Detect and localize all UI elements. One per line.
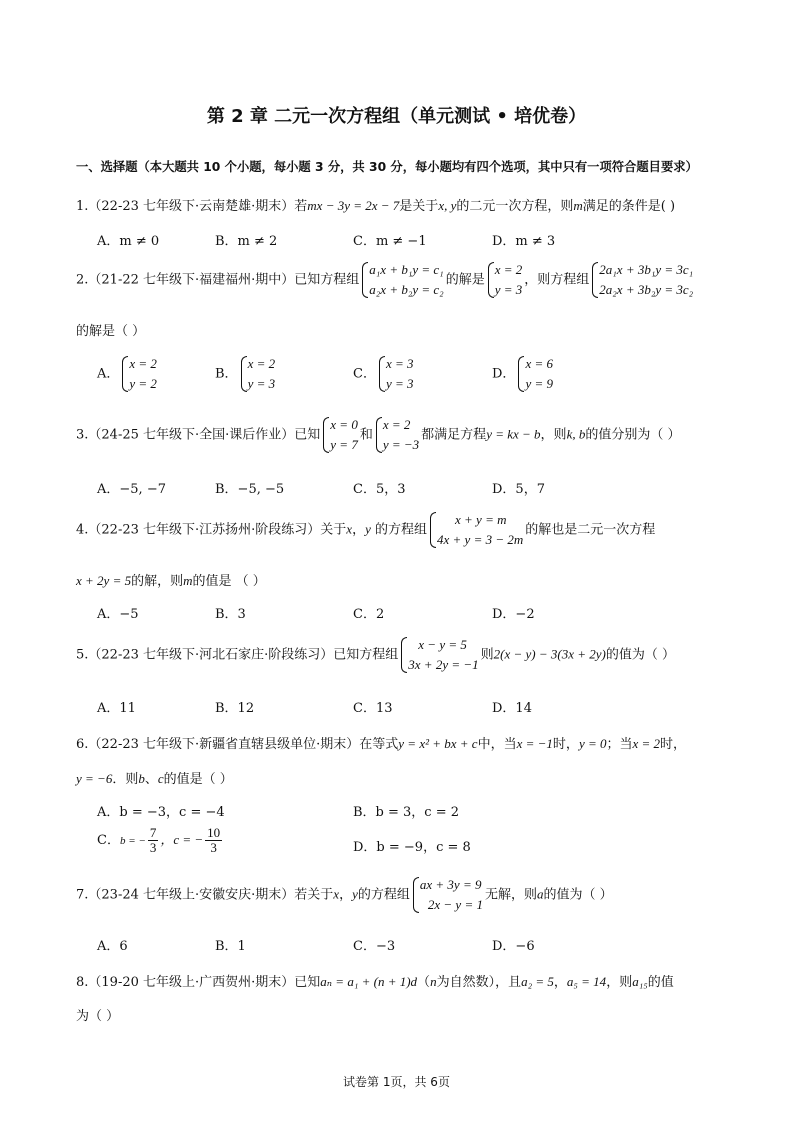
q5-option-c[interactable]: C．13 bbox=[353, 701, 393, 716]
q4-continuation: x + 2y = 5的解，则m的值是 （ ） bbox=[76, 573, 266, 589]
question-6: 6.（22-23 七年级下·新疆省直辖县级单位·期末）在等式y = x² + bx + c中，当x = −1时，y = 0；当x = 2时， bbox=[76, 736, 687, 752]
question-4: 4.（22-23 七年级下·江苏扬州·阶段练习）关于x，y 的方程组 x + y = m 4x + y = 3 − 2m 的解也是二元一次方程 bbox=[76, 510, 655, 550]
q6-option-d[interactable]: D．b = −9，c = 8 bbox=[353, 840, 471, 855]
q2-system-1: a₁x + b₁y = c₁ a₂x + b₂y = c₂ bbox=[361, 260, 443, 300]
q1-option-b[interactable]: B．m ≠ 2 bbox=[215, 234, 278, 249]
q4-option-b[interactable]: B．3 bbox=[215, 607, 246, 622]
q4-option-d[interactable]: D．−2 bbox=[492, 607, 535, 622]
q1-equation: mx − 3y = 2x − 7 bbox=[307, 198, 400, 213]
q3-system-2: x = 2 y = −3 bbox=[375, 415, 419, 455]
q5-option-d[interactable]: D．14 bbox=[492, 701, 532, 716]
q3-option-b[interactable]: B．−5, −5 bbox=[215, 482, 285, 497]
question-7: 7.（23-24 七年级上·安徽安庆·期末）若关于x，y的方程组 ax + 3y = 9 2x − y = 1 无解，则a的值为（ ） bbox=[76, 875, 613, 915]
q3-system-1: x = 0 y = 7 bbox=[322, 415, 358, 455]
q1-m: m bbox=[573, 198, 583, 213]
q2-continuation: 的解是（ ） bbox=[76, 324, 146, 339]
q6-option-c[interactable]: C．b = − $\frac{7}{3}$ ，c = − $\frac{10}{3}$ bbox=[97, 825, 221, 855]
q2-mid2: ，则方程组 bbox=[524, 272, 590, 288]
q7-system: ax + 3y = 9 2x − y = 1 bbox=[412, 875, 483, 915]
q5-option-a[interactable]: A．11 bbox=[97, 701, 136, 716]
q5-system: x − y = 5 3x + 2y = −1 bbox=[400, 635, 478, 675]
question-1 bbox=[76, 195, 675, 214]
question-3: 3.（24-25 七年级下·全国·课后作业）已知 x = 0 y = 7 和 x = 2 y = −3 都满足方程y = kx − b，则k, b的值分别为（ ） bbox=[76, 415, 680, 455]
q2-option-c[interactable]: C． x = 3 y = 3 bbox=[353, 354, 416, 394]
q2-system-2: 2a₁x + 3b₁y = 3c₁ 2a₂x + 3b₂y = 3c₂ bbox=[591, 260, 693, 300]
q1-option-c[interactable]: C．m ≠ −1 bbox=[353, 234, 427, 249]
q2-option-b[interactable]: B． x = 2 y = 3 bbox=[215, 354, 277, 394]
q2-prefix: 2.（21-22 七年级下·福建福州·期中）已知方程组 bbox=[76, 272, 360, 288]
q2-solution: x = 2 y = 3 bbox=[487, 260, 523, 300]
question-8: 8.（19-20 七年级上·广西贺州·期末）已知aₙ = a₁ + (n + 1)d（n为自然数），且a₂ = 5，a₅ = 14，则a₁₅的值 bbox=[76, 974, 674, 990]
q1-mid: 是关于 bbox=[399, 199, 439, 214]
q2-option-d[interactable]: D． x = 6 y = 9 bbox=[492, 354, 555, 394]
q2-mid: 的解是 bbox=[445, 272, 485, 288]
q3-equation: y = kx − b bbox=[486, 426, 541, 442]
q6-option-b[interactable]: B．b = 3，c = 2 bbox=[353, 805, 460, 820]
q4-option-a[interactable]: A．−5 bbox=[97, 607, 139, 622]
q4-option-c[interactable]: C．2 bbox=[353, 607, 385, 622]
q3-option-c[interactable]: C．5，3 bbox=[353, 482, 406, 497]
q1-tail: 的二元一次方程，则 bbox=[456, 199, 574, 214]
q6-continuation: y = −6．则b、c的值是（ ） bbox=[76, 771, 233, 787]
q7-option-a[interactable]: A．6 bbox=[97, 939, 128, 954]
question-5: 5.（22-23 七年级下·河北石家庄·阶段练习）已知方程组 x − y = 5 3x + 2y = −1 则2(x − y) − 3(3x + 2y)的值为（ ） bbox=[76, 635, 675, 675]
q4-system: x + y = m 4x + y = 3 − 2m bbox=[429, 510, 523, 550]
q8-continuation: 为（ ） bbox=[76, 1009, 120, 1024]
q1-vars: x, y bbox=[438, 198, 457, 213]
q1-prefix: 1.（22-23 七年级下·云南楚雄·期末）若 bbox=[76, 199, 308, 214]
q7-option-b[interactable]: B．1 bbox=[215, 939, 246, 954]
q6-option-a[interactable]: A．b = −3，c = −4 bbox=[97, 805, 225, 820]
page-title: 第 2 章 二元一次方程组（单元测试 • 培优卷） bbox=[206, 106, 587, 127]
q7-option-c[interactable]: C．−3 bbox=[353, 939, 396, 954]
q1-option-d-text: D．m ≠ 3 bbox=[492, 234, 556, 249]
q3-option-d[interactable]: D．5，7 bbox=[492, 482, 545, 497]
section-header: 一、选择题（本大题共 10 个小题，每小题 3 分，共 30 分，每小题均有四个选项，其中只有一项符合题目要求） bbox=[76, 160, 698, 174]
q7-option-d[interactable]: D．−6 bbox=[492, 939, 535, 954]
q2-option-a[interactable]: A． x = 2 y = 2 bbox=[97, 354, 159, 394]
q1-end: 满足的条件是( ) bbox=[582, 199, 676, 214]
q1-option-a[interactable]: A．m ≠ 0 bbox=[97, 234, 160, 249]
question-2 bbox=[76, 260, 695, 300]
page-footer: 试卷第 1页，共 6页 bbox=[343, 1075, 450, 1089]
q1-option-d[interactable] bbox=[492, 230, 555, 249]
q3-option-a[interactable]: A．−5, −7 bbox=[97, 482, 166, 497]
q5-option-b[interactable]: B．12 bbox=[215, 701, 255, 716]
